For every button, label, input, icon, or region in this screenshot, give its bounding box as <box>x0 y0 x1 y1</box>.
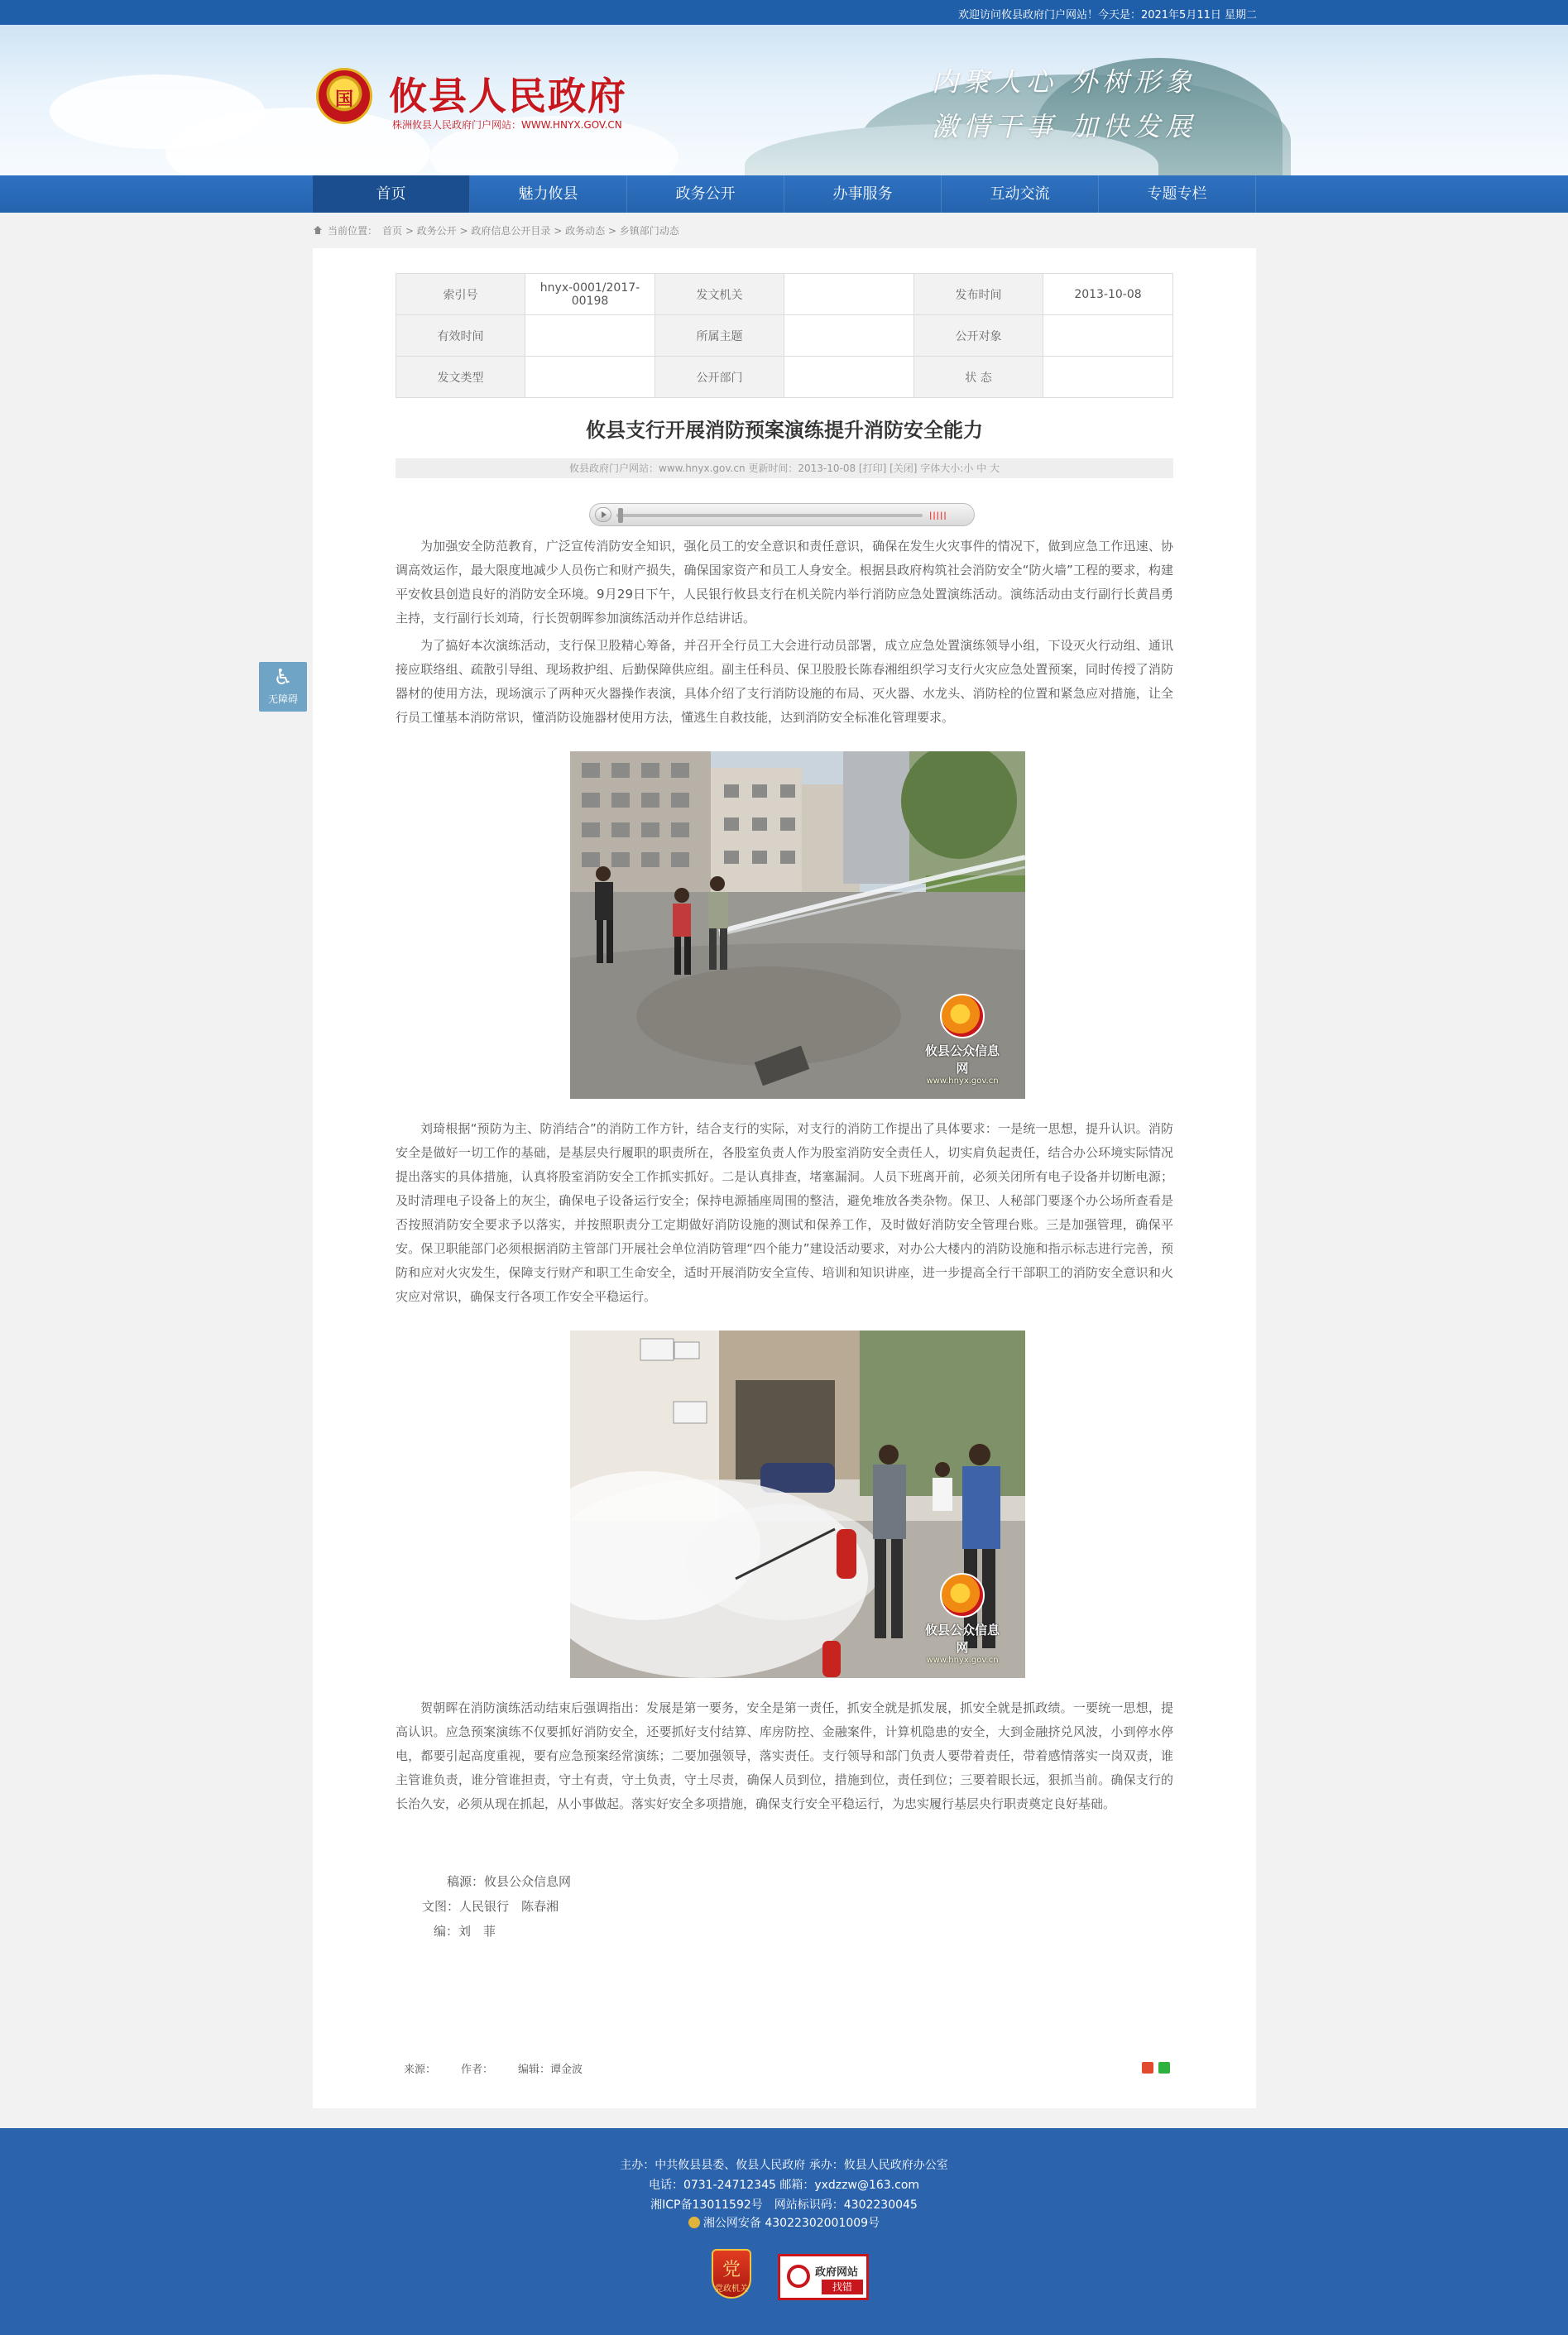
meta-date-value: 2013-10-08 <box>1043 274 1173 315</box>
gov-site-error-report-badge[interactable] <box>778 2254 869 2300</box>
meta-audience-value <box>1043 315 1173 357</box>
magnifier-icon <box>787 2265 810 2288</box>
article-photo-2 <box>570 1331 1025 1678</box>
meta-valid-label: 有效时间 <box>396 315 525 357</box>
wechat-share-icon[interactable] <box>1158 2062 1170 2074</box>
welcome-text: 欢迎访问攸县政府门户网站！今天是：2021年5月11日 星期二 <box>957 9 1257 22</box>
home-icon <box>313 226 323 235</box>
slogan-line-1: 内聚人心 外树形象 <box>932 66 1197 98</box>
play-icon[interactable] <box>595 507 611 522</box>
nav-item-interaction[interactable]: 互动交流 <box>942 175 1099 213</box>
site-subtitle: 株洲攸县人民政府门户网站：WWW.HNYX.GOV.CN <box>392 119 622 131</box>
police-badge-icon <box>688 2217 700 2228</box>
article-paragraph-4: 贺朝晖在消防演练活动结束后强调指出：发展是第一要务，安全是第一责任，抓安全就是抓发展，抓安全就是抓政绩。一要统一思想，提高认识。应急预案演练不仅要抓好消防安全，还要抓好支付结算、库房防控、金融案件，计算机隐患的安全，大到金融挤兑风波，小到停水停电，都要引起高度重视，要有应急预案经常演练；二要加强领导，落实责任。支行领导和部门负责人要带着责任，带着感情落实一岗双责，谁主管谁负责，谁分管谁担责，守土有责，守土负责，守土尽责，确保人员到位，措施到位，责任到位；三要着眼长远，狠抓当前。确保支行的长治久安，必须从现在抓起，从小事做起。落实好安全多项措施，确保支行安全平稳运行，为忠实履行基层央行职责奠定良好基础。 <box>396 1700 1173 1811</box>
error-badge-title: 政府网站 <box>815 2266 859 2279</box>
top-strip <box>0 0 1568 25</box>
article-paragraph-2: 为了搞好本次演练活动，支行保卫股精心筹备，并召开全行员工大会进行动员部署，成立应急处置演练领导小组，下设灭火行动组、通讯接应联络组、疏散引导组、现场救护组、后勤保障供应组。副主任科员、保卫股股长陈春湘组织学习支行火灾应急处置预案，同时传授了消防器材的使用方法，现场演示了两种灭火器操作表演，具体介绍了支行消防设施的布局、灭火器、水龙头、消防栓的位置和紧急应对措施，让全行员工懂基本消防常识，懂消防设施器材使用方法，懂逃生自救技能，达到消防安全标准化管理要求。 <box>396 638 1173 725</box>
meta-issuer-value <box>784 274 914 315</box>
meta-topic-value <box>784 315 914 357</box>
footer-icp[interactable]: 湘ICP备13011592号 网站标识码：4302230045 <box>650 2198 918 2212</box>
accessibility-button[interactable] <box>259 662 307 712</box>
national-emblem-icon[interactable]: 国 <box>316 68 372 124</box>
info-table <box>396 273 1173 398</box>
watermark-url: www.hnyx.gov.cn <box>926 1656 999 1665</box>
party-gov-badge[interactable] <box>712 2249 751 2299</box>
watermark-logo <box>923 1573 1002 1665</box>
meta-dept-value <box>784 357 914 398</box>
nav-item-gov-affairs[interactable]: 政务公开 <box>627 175 784 213</box>
watermark-text: 攸县公众信息网 <box>924 1043 1000 1076</box>
article-footer-meta <box>404 2060 583 2076</box>
footer-author: 作者： <box>461 2064 494 2076</box>
meta-index-value: hnyx-0001/2017-00198 <box>525 274 655 315</box>
wheelchair-icon: ♿ <box>273 665 293 690</box>
meta-audience-label: 公开对象 <box>914 315 1043 357</box>
breadcrumb <box>313 223 679 237</box>
site-title[interactable]: 攸县人民政府 <box>389 74 627 118</box>
main-nav <box>0 175 1568 213</box>
audio-player <box>589 503 975 526</box>
credit-editor: 编：刘 菲 <box>434 1924 496 1939</box>
meta-dept-label: 公开部门 <box>655 357 784 398</box>
article-title: 攸县支行开展消防预案演练提升消防安全能力 <box>586 419 983 442</box>
article-photo-1 <box>570 751 1025 1099</box>
meta-status-label: 状 态 <box>914 357 1043 398</box>
credit-source: 稿源：攸县公众信息网 <box>447 1874 572 1889</box>
watermark-text: 攸县公众信息网 <box>924 1623 1000 1655</box>
share-buttons <box>1142 2062 1170 2074</box>
meta-status-value <box>1043 357 1173 398</box>
article-info-bar[interactable]: 攸县政府门户网站：www.hnyx.gov.cn 更新时间：2013-10-08 [打印] [关闭] 字体大小:小 中 大 <box>396 458 1173 478</box>
credit-text-photo: 文图：人民银行 陈春湘 <box>422 1899 559 1914</box>
article-card <box>313 248 1256 2108</box>
progress-track[interactable] <box>616 514 923 517</box>
footer-editor: 编辑：谭金波 <box>518 2064 583 2076</box>
accessibility-label: 无障碍 <box>267 693 298 705</box>
site-logo-icon <box>940 1573 985 1618</box>
nav-item-home[interactable]: 首页 <box>313 175 470 213</box>
footer-sponsor: 主办：中共攸县县委、攸县人民政府 承办：攸县人民政府办公室 <box>620 2159 948 2172</box>
watermark-logo <box>923 994 1002 1086</box>
footer-source: 来源： <box>404 2064 437 2076</box>
footer-police-record[interactable]: 湘公网安备 43022302001009号 <box>0 2214 1568 2231</box>
nav-item-topics[interactable]: 专题专栏 <box>1099 175 1256 213</box>
meta-doctype-value <box>525 357 655 398</box>
meta-doctype-label: 发文类型 <box>396 357 525 398</box>
article-paragraph-1: 为加强安全防范教育，广泛宣传消防安全知识，强化员工的安全意识和责任意识，确保在发生火灾事件的情况下，做到应急工作迅速、协调高效运作，最大限度地减少人员伤亡和财产损失，确保国家资产和员工人身安全。根据县政府构筑社会消防安全“防火墙”工程的要求，构建平安攸县创造良好的消防安全环境。9月29日下午，人民银行攸县支行在机关院内举行消防应急处置演练活动。演练活动由支行副行长黄昌勇主持，支行副行长刘琦，行长贺朝晖参加演练活动并作总结讲话。 <box>396 539 1173 626</box>
site-logo-icon <box>940 994 985 1038</box>
article-paragraph-3: 刘琦根据“预防为主、防消结合”的消防工作方针，结合支行的实际，对支行的消防工作提出了具体要求：一是统一思想，提升认识。消防安全是做好一切工作的基础，是基层央行履职的职责所在，各股室负责人作为股室消防安全责任人，切实肩负起责任，结合办公环境实际情况提出落实的具体措施，认真将股室消防安全工作抓实抓好。二是认真排查，堵塞漏洞。人员下班离开前，必须关闭所有电子设备并切断电源；及时清理电子设备上的灰尘，确保电子设备运行安全；保持电源插座周围的整洁，避免堆放各类杂物。保卫、人秘部门要逐个办公场所查看是否按照消防安全要求予以落实，并按照职责分工定期做好消防设施的测试和保养工作，及时做好消防安全管理台账。三是加强管理，确保平安。保卫职能部门必须根据消防主管部门开展社会单位消防管理“四个能力”建设活动要求，对办公大楼内的消防设施和指示标志进行完善，预防和应对火灾发生，保障支行财产和职工生命安全，适时开展消防安全宣传、培训和知识讲座，进一步提高全行干部职工的消防安全意识和火灾应对常识，确保支行各项工作安全平稳运行。 <box>396 1121 1173 1304</box>
nav-item-charm[interactable]: 魅力攸县 <box>470 175 627 213</box>
meta-index-label: 索引号 <box>396 274 525 315</box>
volume-indicator[interactable]: lllll <box>929 511 947 522</box>
progress-handle[interactable] <box>618 508 623 523</box>
party-emblem-icon: 党 <box>722 2260 741 2280</box>
weibo-share-icon[interactable] <box>1142 2062 1153 2074</box>
nav-item-services[interactable]: 办事服务 <box>784 175 942 213</box>
error-badge-action: 找错 <box>822 2280 863 2294</box>
footer-contact: 电话：0731-24712345 邮箱：yxdzzw@163.com <box>648 2179 920 2192</box>
breadcrumb-prefix: 当前位置： <box>328 225 378 237</box>
site-footer <box>0 2128 1568 2335</box>
meta-topic-label: 所属主题 <box>655 315 784 357</box>
watermark-url: www.hnyx.gov.cn <box>926 1076 999 1086</box>
meta-date-label: 发布时间 <box>914 274 1043 315</box>
slogan-line-2: 激情干事 加快发展 <box>932 111 1197 142</box>
breadcrumb-path[interactable]: 首页 > 政务公开 > 政府信息公开目录 > 政务动态 > 乡镇部门动态 <box>382 225 679 237</box>
meta-valid-value <box>525 315 655 357</box>
party-gov-badge-label: 党政机关 <box>715 2285 748 2294</box>
header-banner <box>0 25 1568 175</box>
meta-issuer-label: 发文机关 <box>655 274 784 315</box>
